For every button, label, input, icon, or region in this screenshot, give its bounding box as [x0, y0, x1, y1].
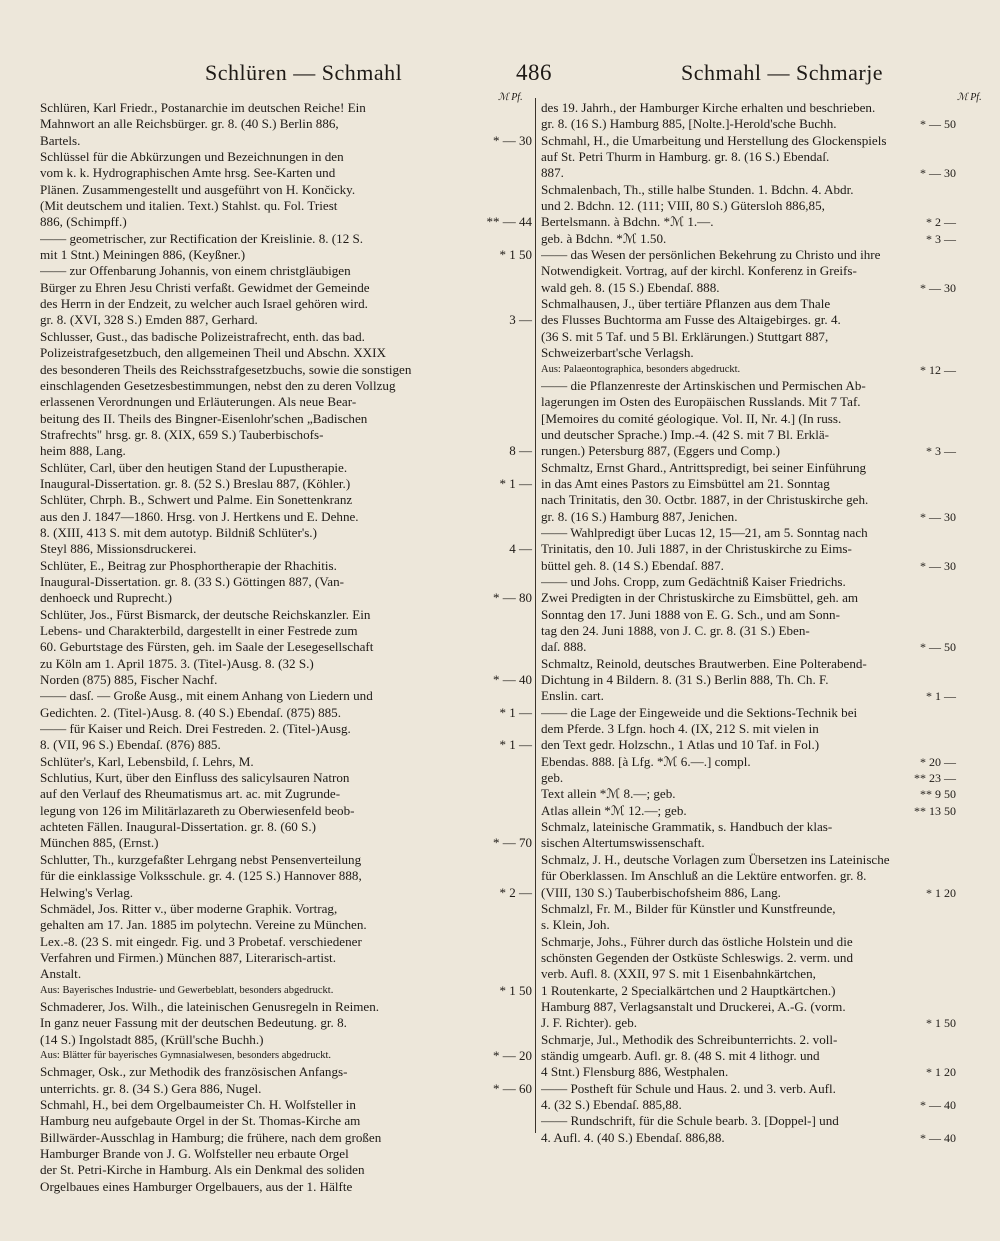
entry-heading-line: Schmaltz, Reinold, deutsches Brautwerben. Eine Polterabend-	[541, 655, 867, 671]
entry-heading-line: Text allein *ℳ 8.—; geb.	[541, 786, 676, 802]
entry-line: Orgelbaues eines Hamburger Orgelbauers, aus der 1. Hälfte	[40, 1178, 353, 1194]
entry-line: Hamburger Brande von J. G. Wolfsteller neu erbaute Orgel	[40, 1146, 349, 1161]
bibliography-entry	[40, 852, 532, 901]
bibliography-entry	[40, 149, 532, 231]
entry-heading-line: Schmaltz, Ernst Ghard., Antrittspredigt, bei seiner Einführung	[541, 459, 867, 475]
entry-price: * 2 —	[926, 215, 956, 230]
entry-heading-line: Schmalhausen, J., über tertiäre Pflanzen aus dem Thale	[541, 296, 831, 312]
entry-line: Trinitatis, den 10. Juli 1887, in der Christuskirche zu Eims-	[541, 541, 852, 557]
entry-line: Plänen. Zusammengestellt und ausgeführt von H. Končicky.	[40, 181, 356, 197]
entry-heading-line: Schmager, Osk., zur Methodik des französischen Anfangs-	[40, 1064, 348, 1080]
entry-line: des besonderen Theils des Reichsstrafgesetzbuchs, sowie die sonstigen	[40, 361, 412, 377]
bibliography-entry	[541, 705, 956, 770]
entry-line: Gedichten. 2. (Titel-)Ausg. 8. (40 S.) Ebendaſ. (875) 885.	[40, 704, 341, 720]
entry-heading-line: —— geometrischer, zur Rectification der Kreislinie. 8. (12 S.	[40, 230, 364, 246]
entry-price: * 1 —	[499, 737, 532, 753]
bibliography-entry	[40, 263, 532, 328]
entry-line: legung von 126 im Militärlazareth zu Oberwiesenfeld beob-	[40, 802, 355, 818]
entry-price: * — 20	[493, 1047, 532, 1063]
entry-price: * 12 —	[920, 362, 956, 377]
bibliography-entry	[40, 231, 532, 264]
entry-line: Verfahren und Firmen.) München 887, Literarisch-artist.	[40, 949, 336, 965]
bibliography-entry	[40, 607, 532, 689]
bibliography-entry	[40, 901, 532, 999]
entry-heading-line: Schmahl, H., bei dem Orgelbaumeister Ch. H. Wolfsteller in	[40, 1096, 356, 1112]
entry-line: gr. 8. (16 S.) Hamburg 887, Jenichen.	[541, 508, 738, 524]
entry-price: ** — 44	[486, 214, 532, 230]
entry-line: [Memoires du comité géologique. Vol. II, Nr. 4.] (In russ.	[541, 410, 842, 426]
bibliography-entry	[541, 231, 956, 247]
entry-heading-line: Schmädel, Jos. Ritter v., über moderne Graphik. Vortrag,	[40, 900, 338, 916]
bibliography-entry	[541, 852, 956, 901]
entry-line: Strafrechts" hrsg. gr. 8. (XIX, 659 S.) Tauberbischofs-	[40, 426, 324, 442]
bibliography-entry	[541, 460, 956, 525]
entry-heading-line: Schmalenbach, Th., stille halbe Stunden. 1. Bdchn. 4. Abdr.	[541, 181, 854, 197]
entry-line: 4. (32 S.) Ebendaſ. 885,88.	[541, 1096, 682, 1112]
entry-line: wald geh. 8. (15 S.) Ebendaſ. 888.	[541, 279, 720, 295]
entry-heading-line: geb. à Bdchn. *ℳ 1.50.	[541, 230, 667, 246]
bibliography-entry	[40, 721, 532, 754]
currency-label-left: ℳ Pf.	[498, 92, 523, 103]
entry-heading-line: Schlüter, E., Beitrag zur Phosphortherapie der Rhachitis.	[40, 557, 337, 573]
entry-line: Hamburg neu aufgebaute Orgel in der St. Thomas-Kirche am	[40, 1113, 361, 1129]
entry-price: * — 30	[920, 166, 956, 181]
entry-line: Mahnwort an alle Reichsbürger. gr. 8. (40 S.) Berlin 886,	[40, 116, 339, 132]
bibliography-entry	[541, 901, 956, 934]
entry-heading-line: —— zur Offenbarung Johannis, von einem christgläubigen	[40, 263, 351, 279]
entry-line: gr. 8. (16 S.) Hamburg 885, [Nolte.]-Herold'sche Buchh.	[541, 116, 837, 132]
entry-line: gr. 8. (XVI, 328 S.) Emden 887, Gerhard.	[40, 312, 258, 328]
entry-line: daſ. 888.	[541, 639, 587, 655]
entry-heading-line: —— die Lage der Eingeweide und die Sektions-Technik bei	[541, 704, 858, 720]
entry-price: ** 9 50	[920, 787, 956, 802]
entry-heading-line: Schmalz, lateinische Grammatik, s. Handbuch der klas-	[541, 819, 833, 835]
entry-heading-line: Atlas allein *ℳ 12.—; geb.	[541, 802, 687, 818]
entry-line: Zwei Predigten in der Christuskirche zu Eimsbüttel, geh. am	[541, 590, 859, 606]
entry-line: 886, (Schimpff.)	[40, 214, 127, 230]
entry-heading-line: Schmaderer, Jos. Wilh., die lateinischen Genusregeln in Reimen.	[40, 998, 380, 1014]
entry-price: * 20 —	[920, 754, 956, 769]
entry-line: Bertelsmann. à Bdchn. *ℳ 1.—.	[541, 214, 714, 230]
entry-line: Bartels.	[40, 132, 81, 148]
entry-line: Lex.-8. (23 S. mit eingedr. Fig. und 3 Probetaf. verschiedener	[40, 933, 362, 949]
right-column	[541, 100, 956, 1146]
entry-heading-line: Schlusser, Gust., das badische Polizeistrafrecht, enth. das bad.	[40, 328, 365, 344]
entry-line: J. F. Richter). geb.	[541, 1015, 638, 1031]
entry-price: * 1 20	[926, 885, 956, 900]
entry-heading-line: Schlüter, Jos., Fürst Bismarck, der deutsche Reichskanzler. Ein	[40, 606, 371, 622]
entry-line: Inaugural-Dissertation. gr. 8. (33 S.) Göttingen 887, (Van-	[40, 573, 345, 589]
entry-price: * 1 —	[499, 475, 532, 491]
entry-line: der St. Petri-Kirche in Hamburg. Als ein Denkmal des soliden	[40, 1162, 365, 1178]
entry-line: ständig umgearb. Aufl. gr. 8. (48 S. mit 4 lithogr. und	[541, 1047, 820, 1063]
entry-price: * — 40	[920, 1097, 956, 1112]
entry-line: des Flusses Buchtorma am Fusse des Altaigebirges. gr. 4.	[541, 312, 841, 328]
entry-heading-line: geb.	[541, 770, 564, 786]
entry-line: sischen Altertumswissenschaft.	[541, 835, 705, 851]
bibliography-entry	[40, 1064, 532, 1097]
entry-price: * — 30	[920, 558, 956, 573]
entry-line: auf St. Petri Thurm in Hamburg. gr. 8. (16 S.) Ebendaſ.	[541, 149, 830, 165]
column-divider	[535, 98, 536, 1133]
entry-line: Sonntag den 17. Juni 1888 von E. G. Sch., und am Sonn-	[541, 606, 840, 622]
entry-price: * 1 —	[499, 704, 532, 720]
entry-price: * 2 —	[499, 884, 532, 900]
bibliography-entry	[541, 525, 956, 574]
bibliography-entry	[541, 133, 956, 182]
entry-price: * 1 —	[926, 689, 956, 704]
bibliography-entry	[541, 656, 956, 705]
entry-line: Schweizerbart'sche Verlagsh.	[541, 345, 694, 361]
entry-heading-line: Schlüren, Karl Friedr., Postanarchie im deutschen Reiche! Ein	[40, 100, 366, 115]
bibliography-entry	[40, 770, 532, 852]
entry-line: und 2. Bdchn. 12. (111; VIII, 80 S.) Gütersloh 886,85,	[541, 198, 825, 214]
entry-line: den Text gedr. Holzschn., 1 Atlas und 10 Taf. in Fol.)	[541, 737, 820, 753]
entry-price: * — 70	[493, 835, 532, 851]
bibliography-entry	[40, 100, 532, 149]
entry-line: Steyl 886, Missionsdruckerei.	[40, 541, 197, 557]
bibliography-entry	[541, 378, 956, 460]
entry-price: * — 50	[920, 640, 956, 655]
entry-line: lagerungen im Osten des Europäischen Russlands. Mit 7 Taf.	[541, 394, 861, 410]
entry-heading-line: Schlüter, Carl, über den heutigen Stand der Lupustherapie.	[40, 459, 348, 475]
entry-price: 3 —	[509, 312, 532, 328]
bibliography-entry	[541, 770, 956, 786]
entry-price: 8 —	[509, 443, 532, 459]
entry-note: Aus: Blätter für bayerisches Gymnasialwesen, besonders abgedruckt.	[40, 1049, 331, 1061]
entry-price: * 1 20	[926, 1065, 956, 1080]
entry-line: gehalten am 17. Jan. 1885 im polytechn. Vereine zu München.	[40, 917, 367, 933]
entry-line: für Oberklassen. Im Anschluß an die Lektüre entworfen. gr. 8.	[541, 868, 867, 884]
entry-heading-line: des 19. Jahrh., der Hamburger Kirche erhalten und beschrieben.	[541, 100, 876, 115]
entry-price: * — 40	[920, 1130, 956, 1145]
entry-heading-line: —— die Pflanzenreste der Artinskischen und Permischen Ab-	[541, 377, 866, 393]
bibliography-entry	[40, 492, 532, 557]
entry-price: * 1 50	[499, 247, 532, 263]
bibliography-entry	[541, 100, 956, 133]
entry-line: aus den J. 1847—1860. Hrsg. von J. Hertkens und E. Dehne.	[40, 508, 359, 524]
bibliography-entry	[40, 558, 532, 607]
entry-line: tag den 24. Juni 1888, von J. C. gr. 8. (31 S.) Eben-	[541, 623, 810, 638]
bibliography-entry	[40, 1097, 532, 1195]
entry-line: verb. Aufl. 8. (XXII, 97 S. mit 1 Eisenbahnkärtchen,	[541, 966, 816, 982]
entry-line: (14 S.) Ingolstadt 885, (Krüll'sche Buchh.)	[40, 1031, 264, 1047]
entry-heading-line: Schmarje, Johs., Führer durch das östliche Holstein und die	[541, 933, 853, 949]
entry-line: Lebens- und Charakterbild, dargestellt in einer Festrede zum	[40, 623, 358, 638]
entry-price: * — 80	[493, 590, 532, 606]
entry-heading-line: —— dasſ. — Große Ausg., mit einem Anhang von Liedern und	[40, 688, 373, 704]
entry-line: schönsten Gegenden der Ostküste Schleswigs. 2. verm. und	[541, 949, 854, 965]
entry-heading-line: Schlutter, Th., kurzgefaßter Lehrgang nebst Pensenverteilung	[40, 851, 362, 867]
page-number: 486	[516, 60, 552, 85]
bibliography-entry	[541, 934, 956, 1032]
entry-line: 8. (VII, 96 S.) Ebendaſ. (876) 885.	[40, 737, 221, 753]
entry-line: rungen.) Petersburg 887, (Eggers und Comp.)	[541, 443, 781, 459]
entry-heading-line: Schlüter, Chrph. B., Schwert und Palme. Ein Sonettenkranz	[40, 492, 353, 508]
entry-line: vom k. k. Hydrographischen Amte hrsg. See-Karten und	[40, 165, 336, 181]
bibliography-entry	[40, 754, 532, 770]
entry-price: * 1 50	[499, 982, 532, 998]
bibliography-entry	[40, 999, 532, 1064]
entry-line: heim 888, Lang.	[40, 443, 126, 459]
entry-heading-line: —— für Kaiser und Reich. Drei Festreden. 2. (Titel-)Ausg.	[40, 721, 351, 737]
entry-line: Billwärder-Ausschlag in Hamburg; die frühere, nach dem großen	[40, 1129, 382, 1145]
entry-line: In ganz neuer Fassung mit der deutschen Bedeutung. gr. 8.	[40, 1015, 347, 1031]
entry-heading-line: Schmahl, H., die Umarbeitung und Herstellung des Glockenspiels	[541, 132, 887, 148]
entry-heading-line: —— Rundschrift, für die Schule bearb. 3. [Doppel-] und	[541, 1113, 839, 1129]
entry-line: 4. Aufl. 4. (40 S.) Ebendaſ. 886,88.	[541, 1129, 725, 1145]
entry-heading-line: Schmalzl, Fr. M., Bilder für Künstler und Kunstfreunde,	[541, 900, 836, 916]
entry-heading-line: —— Wahlpredigt über Lucas 12, 15—21, am 5. Sonntag nach	[541, 524, 868, 540]
entry-line: Enslin. cart.	[541, 688, 604, 704]
entry-heading-line: —— Postheft für Schule und Haus. 2. und 3. verb. Aufl.	[541, 1080, 836, 1096]
entry-line: büttel geh. 8. (14 S.) Ebendaſ. 887.	[541, 557, 724, 573]
bibliography-entry	[40, 460, 532, 493]
entry-line: in das Amt eines Pastors zu Eimsbüttel am 21. Sonntag	[541, 475, 830, 491]
entry-price: * 3 —	[926, 444, 956, 459]
entry-price: * — 30	[920, 280, 956, 295]
entry-line: Norden (875) 885, Fischer Nachf.	[40, 672, 218, 688]
entry-line: auf den Verlauf des Rheumatismus art. ac. mit Zugrunde-	[40, 786, 341, 802]
entry-line: für die einklassige Volksschule. gr. 4. (125 S.) Hannover 888,	[40, 868, 362, 884]
entry-line: Polizeistrafgesetzbuch, den allgemeinen Theil und Abschn. XXIX	[40, 345, 386, 361]
entry-heading-line: Schmarje, Jul., Methodik des Schreibunterrichts. 2. voll-	[541, 1031, 838, 1047]
entry-line: Notwendigkeit. Vortrag, auf der kirchl. Konferenz in Greifs-	[541, 263, 857, 279]
currency-label-right: ℳ Pf.	[957, 92, 982, 103]
entry-heading-line: —— und Johs. Cropp, zum Gedächtniß Kaiser Friedrichs.	[541, 573, 846, 589]
running-head-left: Schlüren — Schmahl	[205, 60, 403, 85]
entry-line: Inaugural-Dissertation. gr. 8. (52 S.) Breslau 887, (Köhler.)	[40, 475, 351, 491]
entry-note: Aus: Bayerisches Industrie- und Gewerbeblatt, besonders abgedruckt.	[40, 984, 334, 996]
entry-line: 1 Routenkarte, 2 Specialkärtchen und 2 Hauptkärtchen.)	[541, 982, 836, 998]
bibliography-entry	[541, 803, 956, 819]
entry-price: * — 30	[493, 132, 532, 148]
running-head-right: Schmahl — Schmarje	[681, 60, 884, 85]
entry-heading-line: Schmalz, J. H., deutsche Vorlagen zum Übersetzen ins Lateinische	[541, 851, 890, 867]
entry-line: zu Köln am 1. April 1875. 3. (Titel-)Ausg. 8. (32 S.)	[40, 655, 314, 671]
entry-price: * — 50	[920, 117, 956, 132]
entry-price: * — 60	[493, 1080, 532, 1096]
entry-price: * 1 50	[926, 1016, 956, 1031]
entry-line: Anstalt.	[40, 966, 82, 982]
entry-line: 8. (XIII, 413 S. mit dem autotyp. Bildniß Schlüter's.)	[40, 524, 317, 540]
entry-line: Ebendas. 888. [à Lfg. *ℳ 6.—.] compl.	[541, 753, 751, 769]
bibliography-entry	[541, 1081, 956, 1114]
entry-line: (VIII, 130 S.) Tauberbischofsheim 886, Lang.	[541, 884, 781, 900]
bibliography-entry	[541, 1113, 956, 1146]
entry-line: 4 Stnt.) Flensburg 886, Westphalen.	[541, 1064, 729, 1080]
entry-line: München 885, (Ernst.)	[40, 835, 159, 851]
entry-line: unterrichts. gr. 8. (34 S.) Gera 886, Nugel.	[40, 1080, 262, 1096]
entry-note: Aus: Palaeontographica, besonders abgedruckt.	[541, 363, 741, 375]
entry-line: (36 S. mit 5 Taf. und 5 Bl. Erklärungen.) Stuttgart 887,	[541, 328, 829, 344]
bibliography-entry	[541, 574, 956, 656]
entry-heading-line: Schlüter's, Karl, Lebensbild, ſ. Lehrs, M.	[40, 753, 254, 769]
bibliography-entry	[541, 182, 956, 231]
bibliography-entry	[541, 819, 956, 852]
entry-line: beitung des II. Theils des Bingner-Eisenlohr'schen „Badischen	[40, 410, 368, 426]
bibliography-entry	[541, 247, 956, 296]
entry-line: Dichtung in 4 Bildern. 8. (31 S.) Berlin 888, Th. Ch. F.	[541, 672, 829, 688]
bibliography-entry	[541, 296, 956, 378]
entry-price: * — 30	[920, 509, 956, 524]
entry-line: mit 1 Stnt.) Meiningen 886, (Keyßner.)	[40, 247, 246, 263]
entry-line: und deutscher Sprache.) Imp.-4. (42 S. mit 7 Bl. Erklä-	[541, 426, 829, 442]
bibliography-entry	[40, 688, 532, 721]
entry-line: 60. Geburtstage des Fürsten, geh. im Saale der Lesegesellschaft	[40, 639, 374, 655]
entry-heading-line: —— das Wesen der persönlichen Bekehrung zu Christo und ihre	[541, 247, 881, 263]
entry-price: ** 13 50	[914, 803, 956, 818]
entry-line: des Herrn in der Endzeit, zu welcher auch Israel gehören wird.	[40, 296, 368, 312]
entry-price: * — 40	[493, 672, 532, 688]
entry-price: * 3 —	[926, 231, 956, 246]
entry-line: Bürger zu Ehren Jesu Christi verfaßt. Gewidmet der Gemeinde	[40, 279, 370, 295]
entry-line: erlassenen Verordnungen und Erläuterungen. Als neue Bear-	[40, 394, 357, 410]
entry-line: Hamburg 887, Verlagsanstalt und Druckerei, A.-G. (vorm.	[541, 998, 846, 1014]
entry-line: achteten Fällen. Inaugural-Dissertation. gr. 8. (60 S.)	[40, 819, 316, 835]
entry-price: ** 23 —	[914, 771, 956, 786]
bibliography-entry	[541, 1032, 956, 1081]
entry-price: 4 —	[509, 541, 532, 557]
entry-line: denhoeck und Ruprecht.)	[40, 590, 172, 606]
entry-heading-line: Schlutius, Kurt, über den Einfluss des salicylsauren Natron	[40, 770, 350, 786]
bibliography-entry	[40, 329, 532, 460]
entry-line: Helwing's Verlag.	[40, 884, 134, 900]
entry-heading-line: Schlüssel für die Abkürzungen und Bezeichnungen in den	[40, 149, 344, 165]
entry-line: (Mit deutschem und italien. Text.) Stahlst. qu. Fol. Triest	[40, 198, 338, 214]
entry-line: einschlagenden Gesetzesbestimmungen, nebst den zu deren Vollzug	[40, 377, 396, 393]
left-column	[40, 100, 532, 1195]
entry-line: s. Klein, Joh.	[541, 917, 610, 933]
entry-line: 887.	[541, 165, 564, 181]
bibliography-entry	[541, 786, 956, 802]
entry-line: nach Trinitatis, den 30. Octbr. 1887, in der Christuskirche geh.	[541, 492, 869, 508]
entry-line: dem Pferde. 3 Lfgn. hoch 4. (IX, 212 S. mit vielen in	[541, 721, 819, 737]
